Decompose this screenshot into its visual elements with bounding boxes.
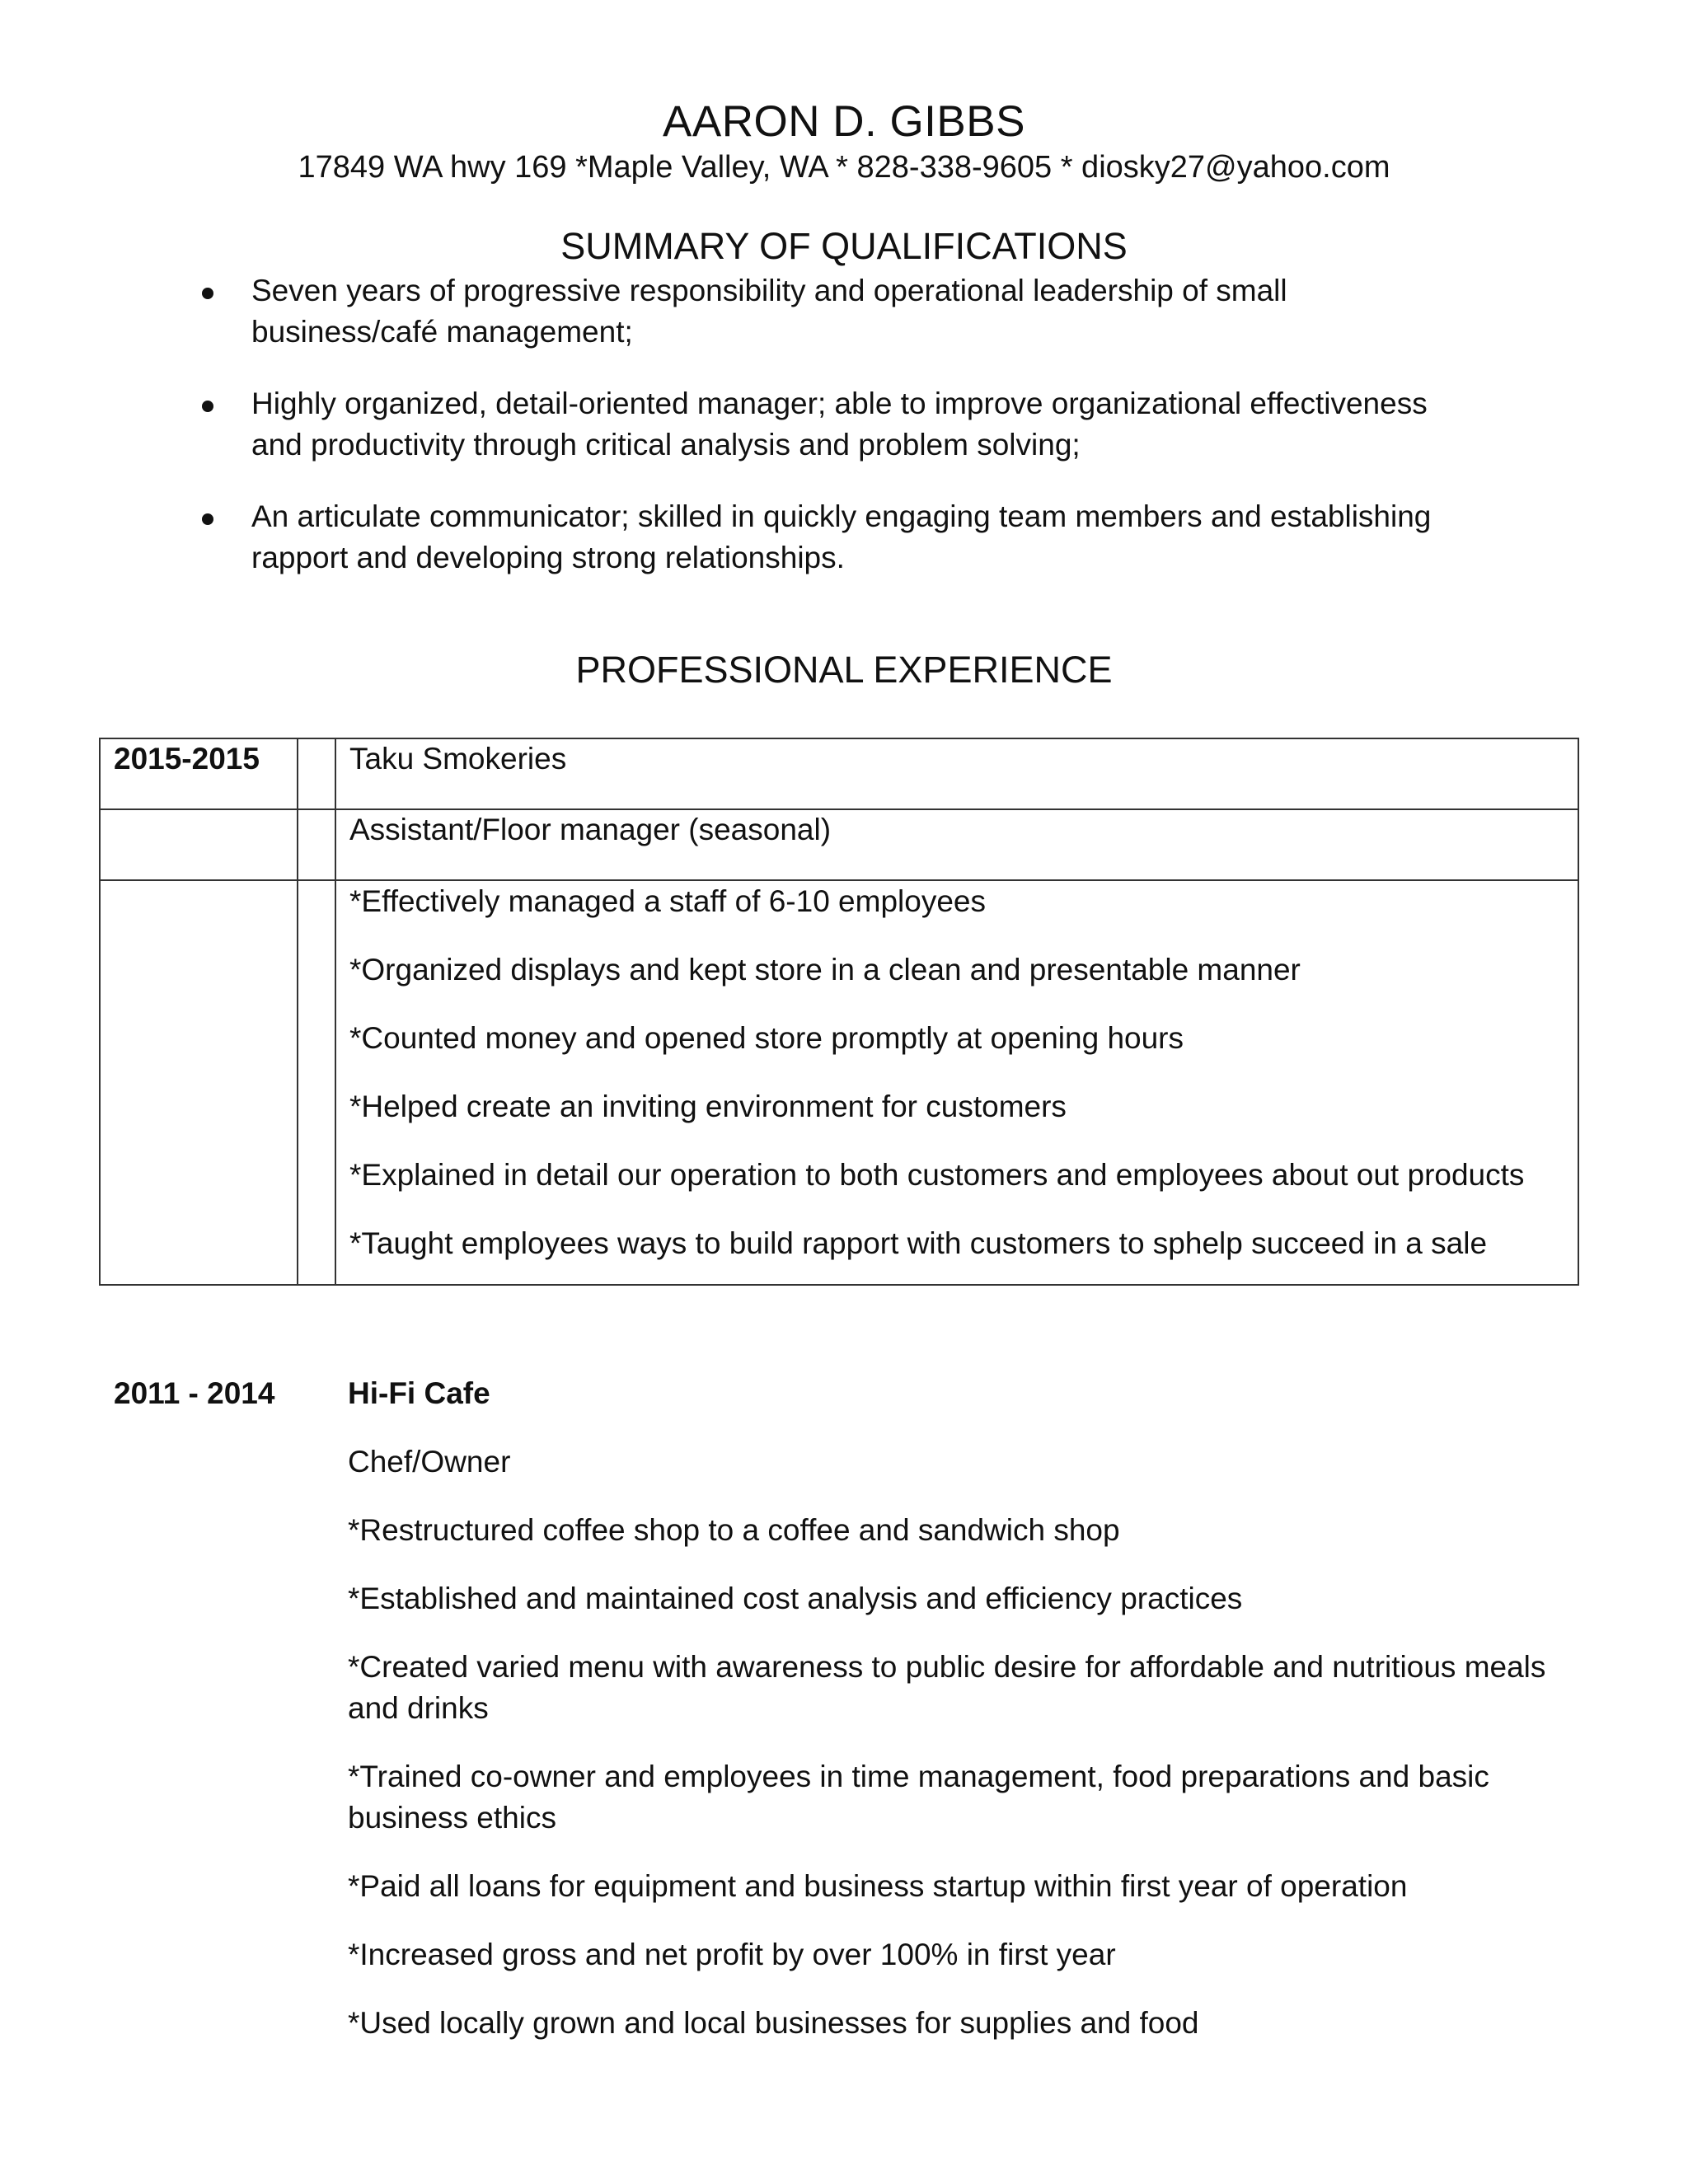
duty-line: *Trained co-owner and employees in time management, food preparations and basic business ethics (348, 1760, 1489, 1835)
job-years: 2011 - 2014 (114, 1376, 275, 1410)
duty-line: *Organized displays and kept store in a clean and presentable manner (349, 953, 1301, 987)
summary-item (198, 270, 1434, 353)
duty-line: *Paid all loans for equipment and business startup within first year of operation (348, 1869, 1408, 1903)
duty-line: *Helped create an inviting environment for customers (349, 1090, 1067, 1123)
job-title: Chef/Owner (348, 1445, 511, 1479)
summary-item-text: Highly organized, detail-oriented manager; able to improve organizational effectiveness and productivity through critical analysis and problem solving; (251, 387, 1428, 462)
job-details (348, 1373, 1568, 2071)
summary-item-text: An articulate communicator; skilled in quickly engaging team members and establishing rapport and developing strong relationships. (251, 499, 1432, 574)
summary-item (198, 383, 1434, 466)
duty-line: *Used locally grown and local businesses for supplies and food (348, 2006, 1199, 2040)
job-row-title (100, 809, 1578, 880)
duty-line: *Increased gross and net profit by over 100% in first year (348, 1938, 1116, 1971)
job-row-company (100, 738, 1578, 809)
bullet-icon (202, 288, 213, 299)
duty-line: *Counted money and opened store promptly at opening hours (349, 1021, 1184, 1055)
job-duties (336, 881, 1578, 1264)
summary-item-text: Seven years of progressive responsibility and operational leadership of small business/café management; (251, 274, 1287, 349)
summary-list (198, 270, 1434, 609)
summary-item (198, 496, 1434, 579)
experience-heading: PROFESSIONAL EXPERIENCE (575, 649, 1113, 691)
job-company: Taku Smokeries (349, 742, 567, 776)
duty-line: *Restructured coffee shop to a coffee and sandwich shop (348, 1513, 1120, 1547)
job-years: 2015-2015 (114, 742, 260, 776)
bullet-icon (202, 401, 213, 412)
duty-line: *Created varied menu with awareness to public desire for affordable and nutritious meals and drinks (348, 1650, 1546, 1725)
duty-line: *Effectively managed a staff of 6-10 employees (349, 884, 986, 918)
bullet-icon (202, 513, 213, 525)
duty-line: *Explained in detail our operation to both customers and employees about out products (349, 1158, 1525, 1192)
contact-line: 17849 WA hwy 169 *Maple Valley, WA * 828-338-9605 * diosky27@yahoo.com (298, 150, 1390, 185)
job-company: Hi-Fi Cafe (348, 1376, 490, 1410)
job-row-duties (100, 880, 1578, 1285)
job-title: Assistant/Floor manager (seasonal) (349, 813, 832, 846)
candidate-name: AARON D. GIBBS (663, 97, 1025, 146)
job-table-taku (99, 738, 1579, 1286)
summary-heading: SUMMARY OF QUALIFICATIONS (560, 225, 1128, 267)
duty-line: *Established and maintained cost analysis and efficiency practices (348, 1582, 1243, 1615)
duty-line: *Taught employees ways to build rapport with customers to sphelp succeed in a sale (349, 1226, 1488, 1260)
